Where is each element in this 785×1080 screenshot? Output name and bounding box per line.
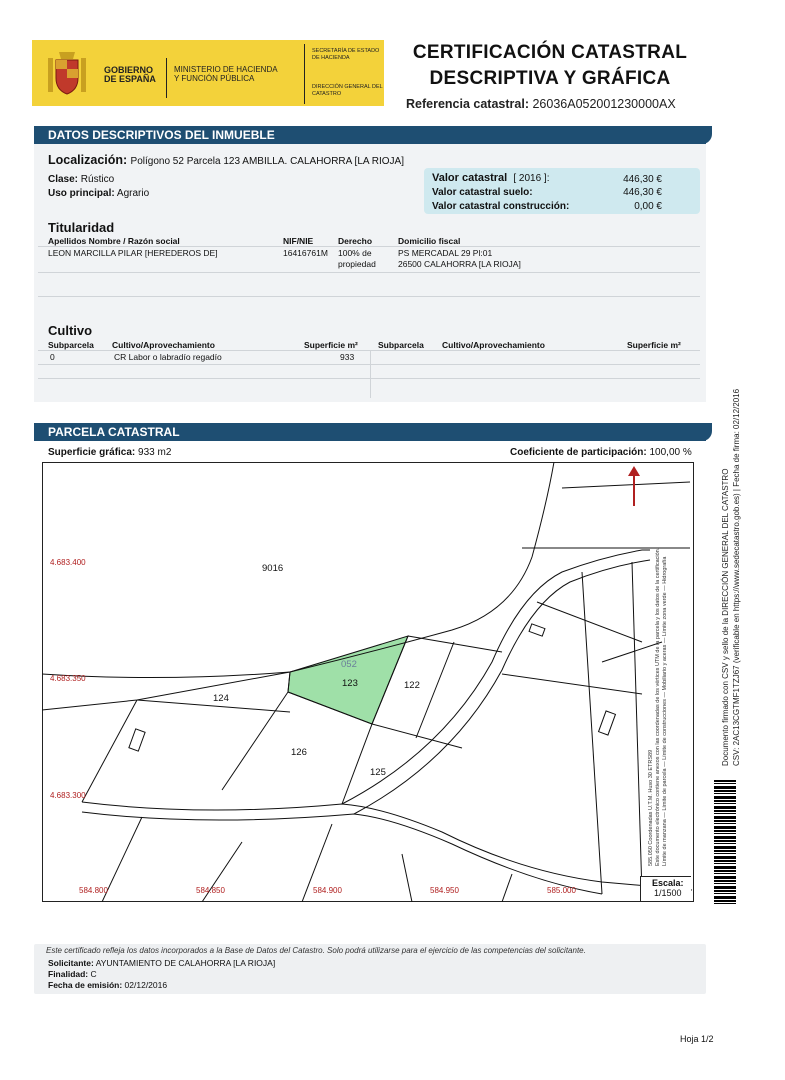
y-coordinate: 4.683.400 <box>50 558 86 567</box>
cultivo-title: Cultivo <box>48 323 93 338</box>
x-coordinate: 584.850 <box>196 886 225 895</box>
fecha-value: 02/12/2016 <box>124 980 168 990</box>
uso-value: Agrario <box>116 188 150 199</box>
rule <box>38 378 700 379</box>
parcel-boundary <box>502 674 642 694</box>
barcode-icon <box>714 780 736 906</box>
parcel-boundary <box>582 572 602 894</box>
coef-label: Coeficiente de participación: <box>510 447 647 458</box>
valor-construccion-label: Valor catastral construcción: <box>432 201 570 212</box>
legend-note: Este documento electrónico contiene anexos con las coordenadas de los vértices UTM de la parcela y los datos de la certificación. <box>655 547 661 866</box>
uso-label: Uso principal: <box>48 188 115 199</box>
scale-label: Escala: <box>652 878 684 888</box>
coef-value: 100,00 % <box>649 447 692 458</box>
titular-derecho-2: propiedad <box>338 259 376 269</box>
cultivo-header-superficie-2: Superficie m² <box>627 340 681 350</box>
north-arrow-icon <box>628 466 640 506</box>
valor-label: Valor catastral <box>432 172 508 184</box>
y-coordinate: 4.683.300 <box>50 791 86 800</box>
parcel-boundary <box>222 672 290 790</box>
clase-label: Clase: <box>48 174 79 185</box>
cultivo-header-subparcela: Subparcela <box>48 340 94 350</box>
parcel-boundary <box>102 817 142 902</box>
x-coordinate: 584.900 <box>313 886 342 895</box>
x-coordinate: 585.000 <box>547 886 576 895</box>
bar-tip <box>698 423 712 441</box>
footer-note: Este certificado refleja los datos incorporados a la Base de Datos del Catastro. Solo podrá utilizarse para el ejercicio de las competencias del solicitante. <box>46 946 586 955</box>
fecha-emision <box>48 980 167 990</box>
csv-line-2: CSV: 2AC13CGTMF1TZJ67 (verificable en https://www.sedecatastro.gob.es) | Fecha de firma: 02/12/2016 <box>732 388 741 766</box>
legend-coordinates: 585.050 Coordenadas U.T.M. Huso 30 ETRS89 <box>648 749 654 866</box>
map-side-legend <box>648 486 669 866</box>
fecha-label: Fecha de emisión: <box>48 980 123 990</box>
parcel-label-122: 122 <box>404 680 420 691</box>
ministerio-label: MINISTERIO DE HACIENDA Y FUNCIÓN PÚBLICA <box>174 65 278 83</box>
ref-label: Referencia catastral: <box>406 97 529 111</box>
valor-total: 446,30 € <box>623 174 662 185</box>
direccion-label: DIRECCIÓN GENERAL DEL CATASTRO <box>312 84 383 97</box>
document-title-line1: CERTIFICACIÓN CATASTRAL <box>412 42 688 63</box>
parcel-label-9016: 9016 <box>262 563 284 574</box>
legend-item: Hidrografía <box>662 556 668 584</box>
finalidad <box>48 969 97 979</box>
parcel-label-123: 123 <box>342 678 358 689</box>
parcel-boundary <box>42 462 554 678</box>
col-header-nombre: Apellidos Nombre / Razón social <box>48 236 180 246</box>
cultivo-superficie: 933 <box>340 352 355 362</box>
parcel-boundary <box>562 482 690 488</box>
legend-items: Límite de manzana — Límite de parcela — Límite de construcciones — Mobiliario y aceras — Límite zona verde — Hidrografía <box>662 556 668 866</box>
legend-item: Límite de manzana <box>662 819 668 866</box>
parcel-label-124: 124 <box>213 693 229 704</box>
parcel-boundary <box>502 874 512 902</box>
scale-value: 1/1500 <box>654 888 682 898</box>
superficie-grafica <box>48 447 171 458</box>
legend-item: Límite de parcela <box>662 768 668 811</box>
cultivo-header-cultivo: Cultivo/Aprovechamiento <box>112 340 215 350</box>
solicitante <box>48 958 275 968</box>
rule <box>38 272 700 273</box>
document-title-line2: DESCRIPTIVA Y GRÁFICA <box>429 68 671 89</box>
legend-item: Límite de construcciones <box>662 699 668 760</box>
section-bar-datos <box>34 126 706 144</box>
section-title: DATOS DESCRIPTIVOS DEL INMUEBLE <box>48 128 275 142</box>
building-outline <box>599 711 616 735</box>
cultivo-header-cultivo-2: Cultivo/Aprovechamiento <box>442 340 545 350</box>
ref-value: 26036A052001230000AX <box>532 97 676 111</box>
localizacion <box>48 153 404 167</box>
header-divider <box>304 44 305 104</box>
valor-catastral-label <box>432 172 549 184</box>
sup-label: Superficie gráfica: <box>48 447 136 458</box>
csv-line-1: Documento firmado con CSV y sello de la DIRECCIÓN GENERAL DEL CATASTRO <box>721 468 730 766</box>
clase-uso <box>48 173 149 201</box>
sup-value: 933 m2 <box>138 447 172 458</box>
referencia-catastral <box>406 97 676 111</box>
parcel-boundary <box>402 854 412 902</box>
cultivo-header-subparcela-2: Subparcela <box>378 340 424 350</box>
titular-derecho-1: 100% de <box>338 248 372 258</box>
col-header-derecho: Derecho <box>338 236 373 246</box>
titular-nombre: LEON MARCILLA PILAR [HEREDEROS DE] <box>48 248 218 258</box>
titularidad-title: Titularidad <box>48 220 115 235</box>
parcel-label-126: 126 <box>291 747 307 758</box>
finalidad-value: C <box>90 969 97 979</box>
cadastral-map-drawing <box>42 462 694 902</box>
col-header-nif: NIF/NIE <box>283 236 314 246</box>
secretaria-label: SECRETARÍA DE ESTADO DE HACIENDA <box>312 48 380 61</box>
rule <box>38 296 700 297</box>
spain-coat-of-arms-icon <box>44 50 90 100</box>
titular-domicilio-2: 26500 CALAHORRA [LA RIOJA] <box>398 259 521 269</box>
finalidad-label: Finalidad: <box>48 969 89 979</box>
valor-suelo-label: Valor catastral suelo: <box>432 187 533 198</box>
parcel-boundary <box>408 636 502 652</box>
rule <box>38 246 700 247</box>
cultivo-header-superficie: Superficie m² <box>304 340 358 350</box>
x-coordinate: 584.950 <box>430 886 459 895</box>
titular-nif: 16416761M <box>283 248 328 258</box>
csv-signature-text <box>720 346 742 766</box>
titular-domicilio-1: PS MERCADAL 29 Pl:01 <box>398 248 493 258</box>
legend-item: Mobiliario y aceras <box>662 644 668 691</box>
poligono-label-052: 052 <box>341 659 357 670</box>
building-outline <box>129 729 145 751</box>
solicitante-label: Solicitante: <box>48 958 94 968</box>
header-divider <box>166 58 167 98</box>
y-coordinate: 4.683.350 <box>50 674 86 683</box>
road-line <box>82 812 602 894</box>
loc-value: Polígono 52 Parcela 123 AMBILLA. CALAHORRA [LA RIOJA] <box>130 156 405 167</box>
parcel-label-125: 125 <box>370 767 386 778</box>
loc-label: Localización: <box>48 153 128 167</box>
gobierno-label: GOBIERNO DE ESPAÑA <box>104 65 156 84</box>
section-bar-parcela <box>34 423 706 441</box>
solicitante-value: AYUNTAMIENTO DE CALAHORRA [LA RIOJA] <box>95 958 276 968</box>
bar-tip <box>698 126 712 144</box>
parcel-boundary <box>632 562 642 894</box>
cultivo-tipo: CR Labor o labradío regadío <box>114 352 222 362</box>
x-coordinate: 584.800 <box>79 886 108 895</box>
valor-suelo: 446,30 € <box>623 187 662 198</box>
page-number: Hoja 1/2 <box>680 1034 714 1044</box>
parcel-boundary <box>537 602 642 642</box>
clase-value: Rústico <box>80 174 115 185</box>
parcel-boundary <box>82 700 137 802</box>
building-outline <box>529 624 545 636</box>
column-divider <box>370 350 371 398</box>
coeficiente-participacion <box>510 447 692 458</box>
rule <box>38 364 700 365</box>
valor-year: [ 2016 ]: <box>513 173 550 184</box>
legend-item: Límite zona verde <box>662 592 668 637</box>
valor-construccion: 0,00 € <box>634 201 662 212</box>
col-header-domicilio: Domicilio fiscal <box>398 236 461 246</box>
rule <box>38 350 700 351</box>
road-line <box>354 560 650 814</box>
cultivo-subparcela: 0 <box>50 352 55 362</box>
section-title: PARCELA CATASTRAL <box>48 425 180 439</box>
